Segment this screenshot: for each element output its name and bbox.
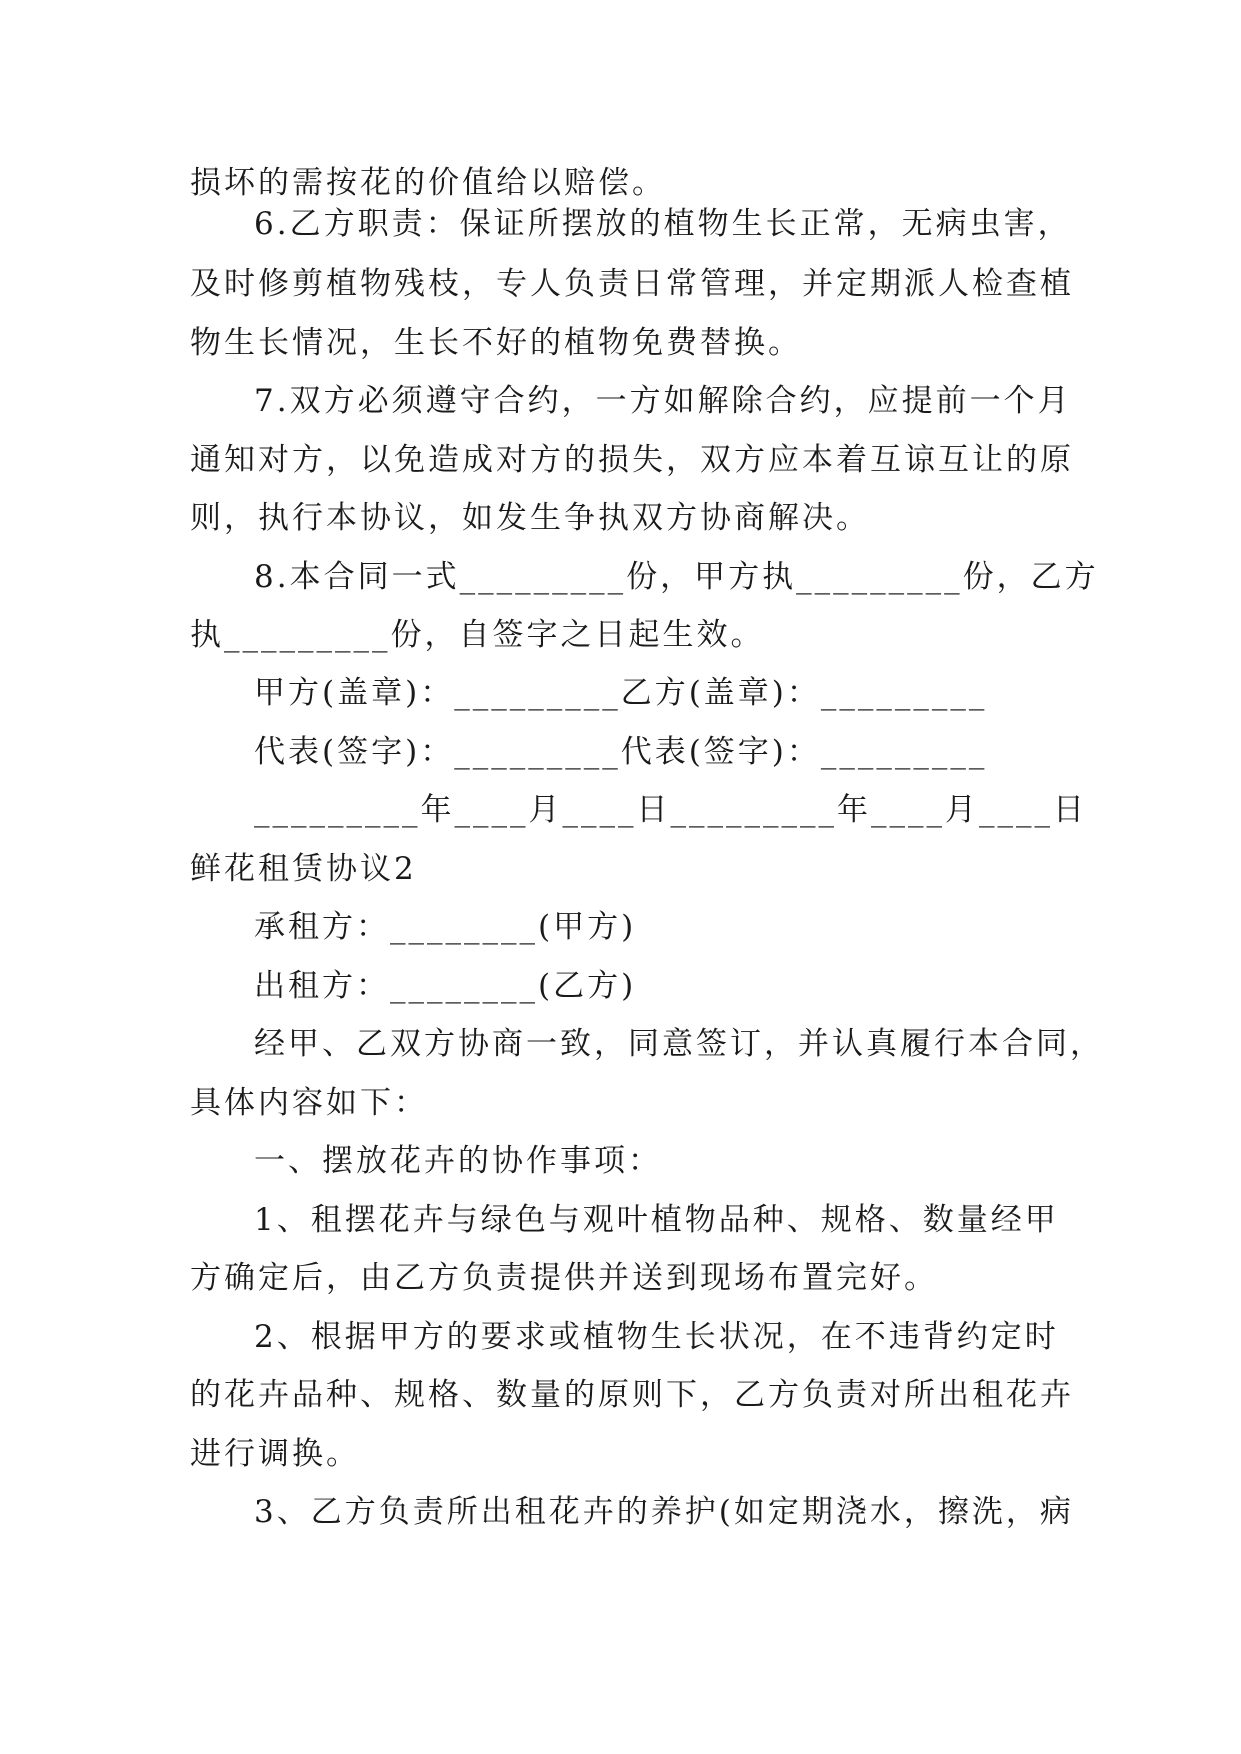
item-3: 3、乙方负责所出租花卉的养护(如定期浇水，擦洗，病 xyxy=(254,1494,1074,1530)
body-text-line: 的花卉品种、规格、数量的原则下，乙方负责对所出租花卉 xyxy=(190,1377,1074,1413)
subsection-heading: 一、摆放花卉的协作事项： xyxy=(254,1143,662,1179)
body-text-line: 执_________份，自签字之日起生效。 xyxy=(190,617,765,653)
party-seal-line: 甲方(盖章)：_________乙方(盖章)：_________ xyxy=(254,675,988,711)
body-text-line: 方确定后，由乙方负责提供并送到现场布置完好。 xyxy=(190,1260,938,1296)
body-text-line: 则，执行本协议，如发生争执双方协商解决。 xyxy=(190,500,870,536)
clause-7: 7.双方必须遵守合约，一方如解除合约，应提前一个月 xyxy=(254,383,1072,419)
clause-8: 8.本合同一式_________份，甲方执_________份，乙方 xyxy=(254,559,1099,595)
body-text-line: 进行调换。 xyxy=(190,1436,360,1472)
body-text-line: 具体内容如下： xyxy=(190,1085,428,1121)
body-text-line: 物生长情况，生长不好的植物免费替换。 xyxy=(190,325,802,361)
lessor-line: 出租方：________(乙方) xyxy=(254,968,637,1004)
clause-6: 6.乙方职责：保证所摆放的植物生长正常，无病虫害， xyxy=(254,206,1072,242)
body-text-line: 通知对方，以免造成对方的损失，双方应本着互谅互让的原 xyxy=(190,442,1074,478)
item-1: 1、租摆花卉与绿色与观叶植物品种、规格、数量经甲 xyxy=(254,1202,1059,1238)
body-text-line: 损坏的需按花的价值给以赔偿。 xyxy=(190,165,666,201)
body-text-line: 及时修剪植物残枝，专人负责日常管理，并定期派人检查植 xyxy=(190,266,1074,302)
representative-signature-line: 代表(签字)：_________代表(签字)：_________ xyxy=(254,734,988,770)
lessee-line: 承租方：________(甲方) xyxy=(254,909,637,945)
date-line: _________年____月____日_________年____月____日 xyxy=(254,792,1087,828)
item-2: 2、根据甲方的要求或植物生长状况，在不违背约定时 xyxy=(254,1319,1059,1355)
intro-paragraph: 经甲、乙双方协商一致，同意签订，并认真履行本合同， xyxy=(254,1026,1104,1062)
section-title: 鲜花租赁协议2 xyxy=(190,851,417,887)
